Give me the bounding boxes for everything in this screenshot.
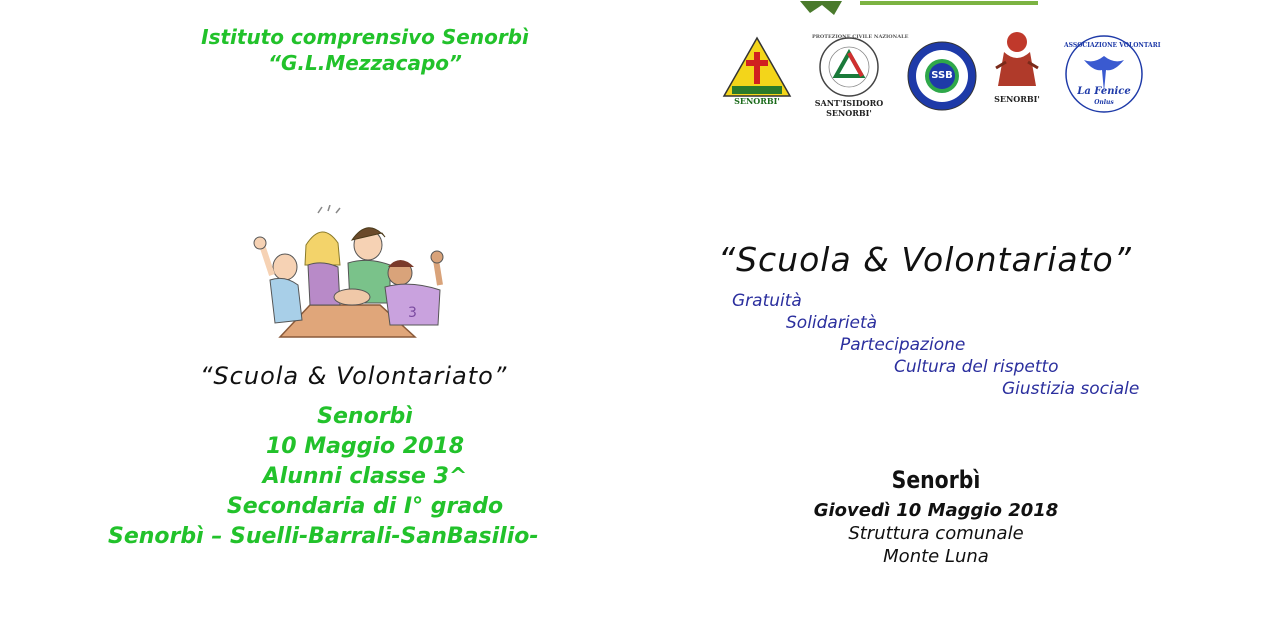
- fenice-name: La Fenice: [1077, 86, 1131, 97]
- avis-caption: SENORBI': [994, 94, 1040, 104]
- ssb-badge-text: SSB: [931, 70, 953, 81]
- top-decoration-graphic: [800, 1, 1040, 15]
- kids-illustration-graphic: [240, 205, 460, 345]
- school-line-1: Istituto comprensivo Senorbì: [201, 25, 529, 49]
- protezione-caption-2: SENORBI': [826, 108, 872, 118]
- protezione-civile-logo: [812, 34, 909, 120]
- protezione-caption-1: SANT'ISIDORO: [814, 98, 884, 108]
- svg-text:3: 3: [408, 305, 417, 321]
- school-line-2: “G.L.Mezzacapo”: [268, 51, 462, 75]
- left-title: “Scuola & Volontariato”: [200, 362, 508, 390]
- avis-icon: [992, 28, 1042, 94]
- event-date: Giovedì 10 Maggio 2018: [813, 500, 1059, 521]
- misericordie-icon: [722, 36, 792, 98]
- left-date: 10 Maggio 2018: [265, 434, 465, 459]
- value-solidarieta: Solidarietà: [786, 313, 878, 333]
- protezione-civile-icon: [812, 34, 909, 98]
- ssb-logo: [906, 40, 978, 112]
- value-gratuita: Gratuità: [732, 291, 802, 311]
- misericordie-caption: SENORBI': [734, 96, 780, 106]
- event-info: [776, 466, 1096, 567]
- top-decoration: [800, 0, 1040, 14]
- left-details: [100, 402, 630, 552]
- avis-logo: [992, 28, 1042, 108]
- left-grade: Secondaria di I° grado: [226, 494, 504, 519]
- left-students: Alunni classe 3^: [262, 464, 468, 489]
- left-place: Senorbì: [317, 404, 413, 429]
- event-venue-line-2: Monte Luna: [883, 546, 989, 567]
- left-towns: Senorbì – Suelli-Barrali-SanBasilio-: [108, 524, 539, 549]
- right-title: “Scuola & Volontariato”: [718, 240, 1132, 279]
- fenice-ring-text: ASSOCIAZIONE VOLONTARI: [1064, 42, 1161, 49]
- protezione-ring-text: PROTEZIONE CIVILE NAZIONALE: [812, 34, 909, 40]
- event-venue-line-1: Struttura comunale: [848, 523, 1024, 544]
- fenice-sub: Onlus: [1094, 99, 1114, 106]
- value-cultura-rispetto: Cultura del rispetto: [894, 357, 1059, 377]
- value-partecipazione: Partecipazione: [840, 335, 966, 355]
- value-giustizia-sociale: Giustizia sociale: [1002, 379, 1140, 399]
- la-fenice-logo: [1064, 34, 1161, 118]
- misericordie-logo: [722, 36, 792, 108]
- school-name: [150, 24, 580, 76]
- event-place: Senorbì: [891, 466, 981, 494]
- kids-illustration: [240, 205, 460, 345]
